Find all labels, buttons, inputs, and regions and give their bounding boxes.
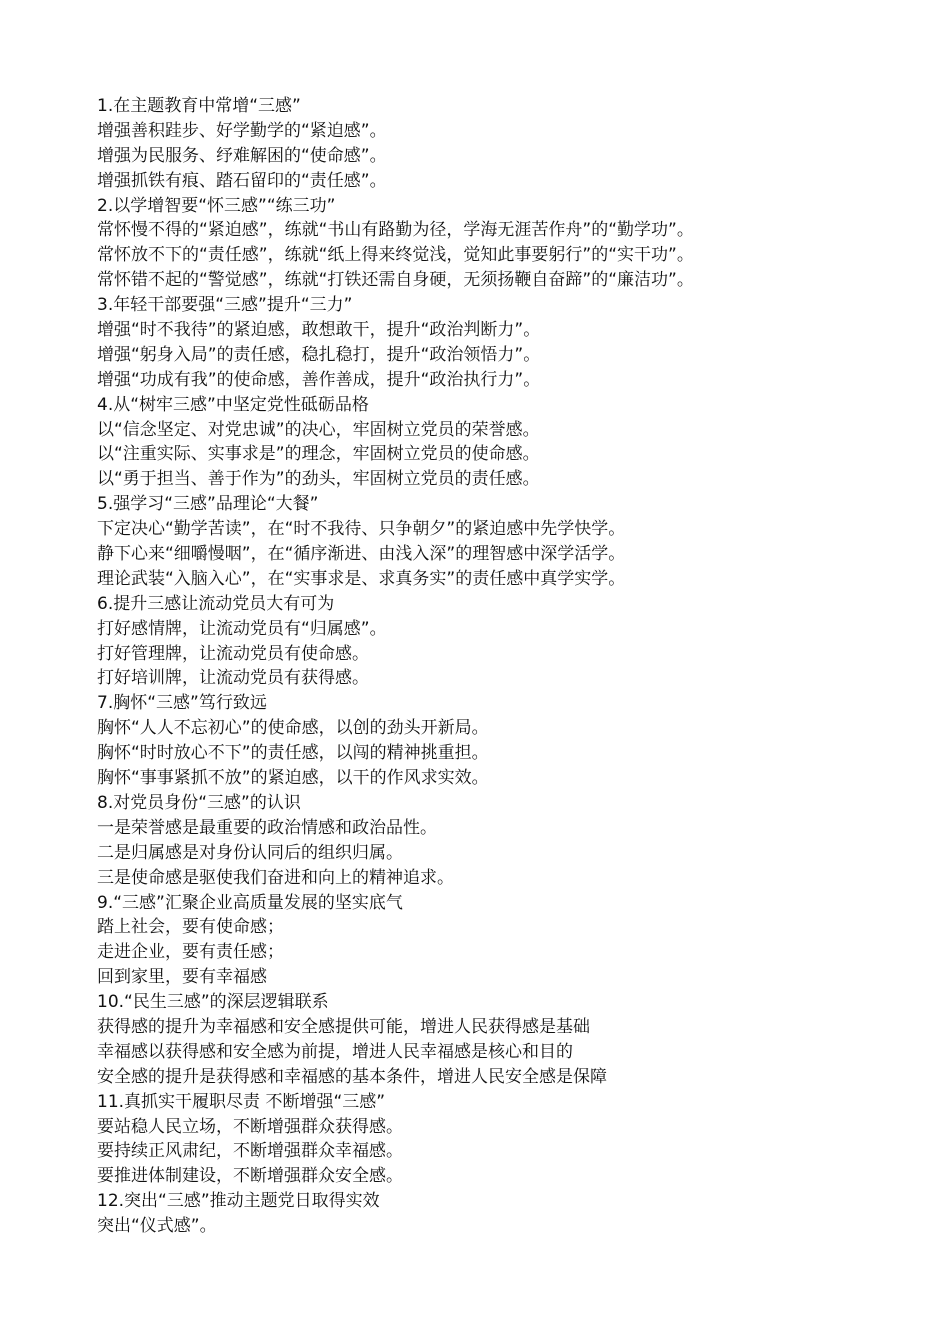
section-line: 踏上社会，要有使命感； [97, 917, 284, 938]
section-line: 增强为民服务、纾难解困的“使命感”。 [97, 145, 387, 166]
section-line: 要站稳人民立场，不断增强群众获得感。 [97, 1116, 403, 1137]
section-7 [97, 691, 917, 791]
section-line: 二是归属感是对身份认同后的组织归属。 [97, 842, 403, 863]
section-line: 胸怀“人人不忘初心”的使命感，以创的劲头开新局。 [97, 718, 489, 739]
section-3 [97, 293, 917, 393]
section-heading: 12.突出“三感”推动主题党日取得实效 [97, 1191, 380, 1212]
section-10 [97, 990, 917, 1090]
section-line: 幸福感以获得感和安全感为前提，增进人民幸福感是核心和目的 [97, 1041, 573, 1062]
section-line: 打好培训牌，让流动党员有获得感。 [97, 668, 369, 689]
section-heading: 6.提升三感让流动党员大有可为 [97, 593, 335, 614]
section-line: 增强“功成有我”的使命感，善作善成，提升“政治执行力”。 [97, 369, 541, 390]
section-line: 回到家里，要有幸福感 [97, 967, 267, 988]
section-line: 增强善积跬步、好学勤学的“紧迫感”。 [97, 120, 387, 141]
section-line: 静下心来“细嚼慢咽”，在“循序渐进、由浅入深”的理智感中深学活学。 [97, 544, 626, 565]
section-1 [97, 94, 917, 194]
section-line: 以“注重实际、实事求是”的理念，牢固树立党员的使命感。 [97, 444, 540, 465]
section-line: 安全感的提升是获得感和幸福感的基本条件，增进人民安全感是保障 [97, 1066, 607, 1087]
section-heading: 4.从“树牢三感”中坚定党性砥砺品格 [97, 394, 369, 415]
section-heading: 7.胸怀“三感”笃行致远 [97, 693, 267, 714]
section-line: 增强“躬身入局”的责任感，稳扎稳打，提升“政治领悟力”。 [97, 344, 541, 365]
section-heading: 9.“三感”汇聚企业高质量发展的坚实底气 [97, 892, 403, 913]
section-8 [97, 791, 917, 891]
section-heading: 1.在主题教育中常增“三感” [97, 96, 301, 116]
section-line: 常怀错不起的“警觉感”，练就“打铁还需自身硬，无须扬鞭自奋蹄”的“廉洁功”。 [97, 270, 694, 291]
section-heading: 8.对党员身份“三感”的认识 [97, 792, 301, 813]
section-heading: 5.强学习“三感”品理论“大餐” [97, 494, 319, 515]
section-line: 要推进体制建设，不断增强群众安全感。 [97, 1166, 403, 1187]
section-9 [97, 891, 917, 991]
document-body [97, 94, 917, 1239]
section-line: 获得感的提升为幸福感和安全感提供可能，增进人民获得感是基础 [97, 1016, 590, 1037]
section-line: 打好感情牌，让流动党员有“归属感”。 [97, 618, 387, 639]
section-line: 三是使命感是驱使我们奋进和向上的精神追求。 [97, 867, 454, 888]
section-line: 增强抓铁有痕、踏石留印的“责任感”。 [97, 170, 387, 191]
section-line: 一是荣誉感是最重要的政治情感和政治品性。 [97, 817, 437, 838]
section-line: 以“信念坚定、对党忠诚”的决心，牢固树立党员的荣誉感。 [97, 419, 540, 440]
section-2 [97, 194, 917, 294]
section-line: 增强“时不我待”的紧迫感，敢想敢干，提升“政治判断力”。 [97, 320, 541, 341]
section-11 [97, 1090, 917, 1190]
section-line: 理论武装“入脑入心”，在“实事求是、求真务实”的责任感中真学实学。 [97, 568, 626, 589]
section-line: 走进企业，要有责任感； [97, 942, 284, 963]
section-heading: 11.真抓实干履职尽责 不断增强“三感” [97, 1091, 386, 1112]
section-6 [97, 592, 917, 692]
section-line: 胸怀“时时放心不下”的责任感，以闯的精神挑重担。 [97, 743, 489, 764]
section-line: 以“勇于担当、善于作为”的劲头，牢固树立党员的责任感。 [97, 469, 540, 490]
section-line: 胸怀“事事紧抓不放”的紧迫感，以干的作风求实效。 [97, 768, 489, 789]
section-line: 常怀慢不得的“紧迫感”，练就“书山有路勤为径，学海无涯苦作舟”的“勤学功”。 [97, 220, 694, 241]
section-heading: 2.以学增智要“怀三感”“练三功” [97, 195, 336, 216]
section-line: 突出“仪式感”。 [97, 1216, 217, 1237]
section-line: 要持续正风肃纪，不断增强群众幸福感。 [97, 1141, 403, 1162]
section-4 [97, 393, 917, 493]
section-line: 打好管理牌，让流动党员有使命感。 [97, 643, 369, 664]
section-heading: 10.“民生三感”的深层逻辑联系 [97, 992, 329, 1013]
section-heading: 3.年轻干部要强“三感”提升“三力” [97, 295, 353, 316]
section-12 [97, 1189, 917, 1239]
section-line: 下定决心“勤学苦读”，在“时不我待、只争朝夕”的紧迫感中先学快学。 [97, 519, 626, 540]
section-5 [97, 492, 917, 592]
section-line: 常怀放不下的“责任感”，练就“纸上得来终觉浅，觉知此事要躬行”的“实干功”。 [97, 245, 694, 266]
